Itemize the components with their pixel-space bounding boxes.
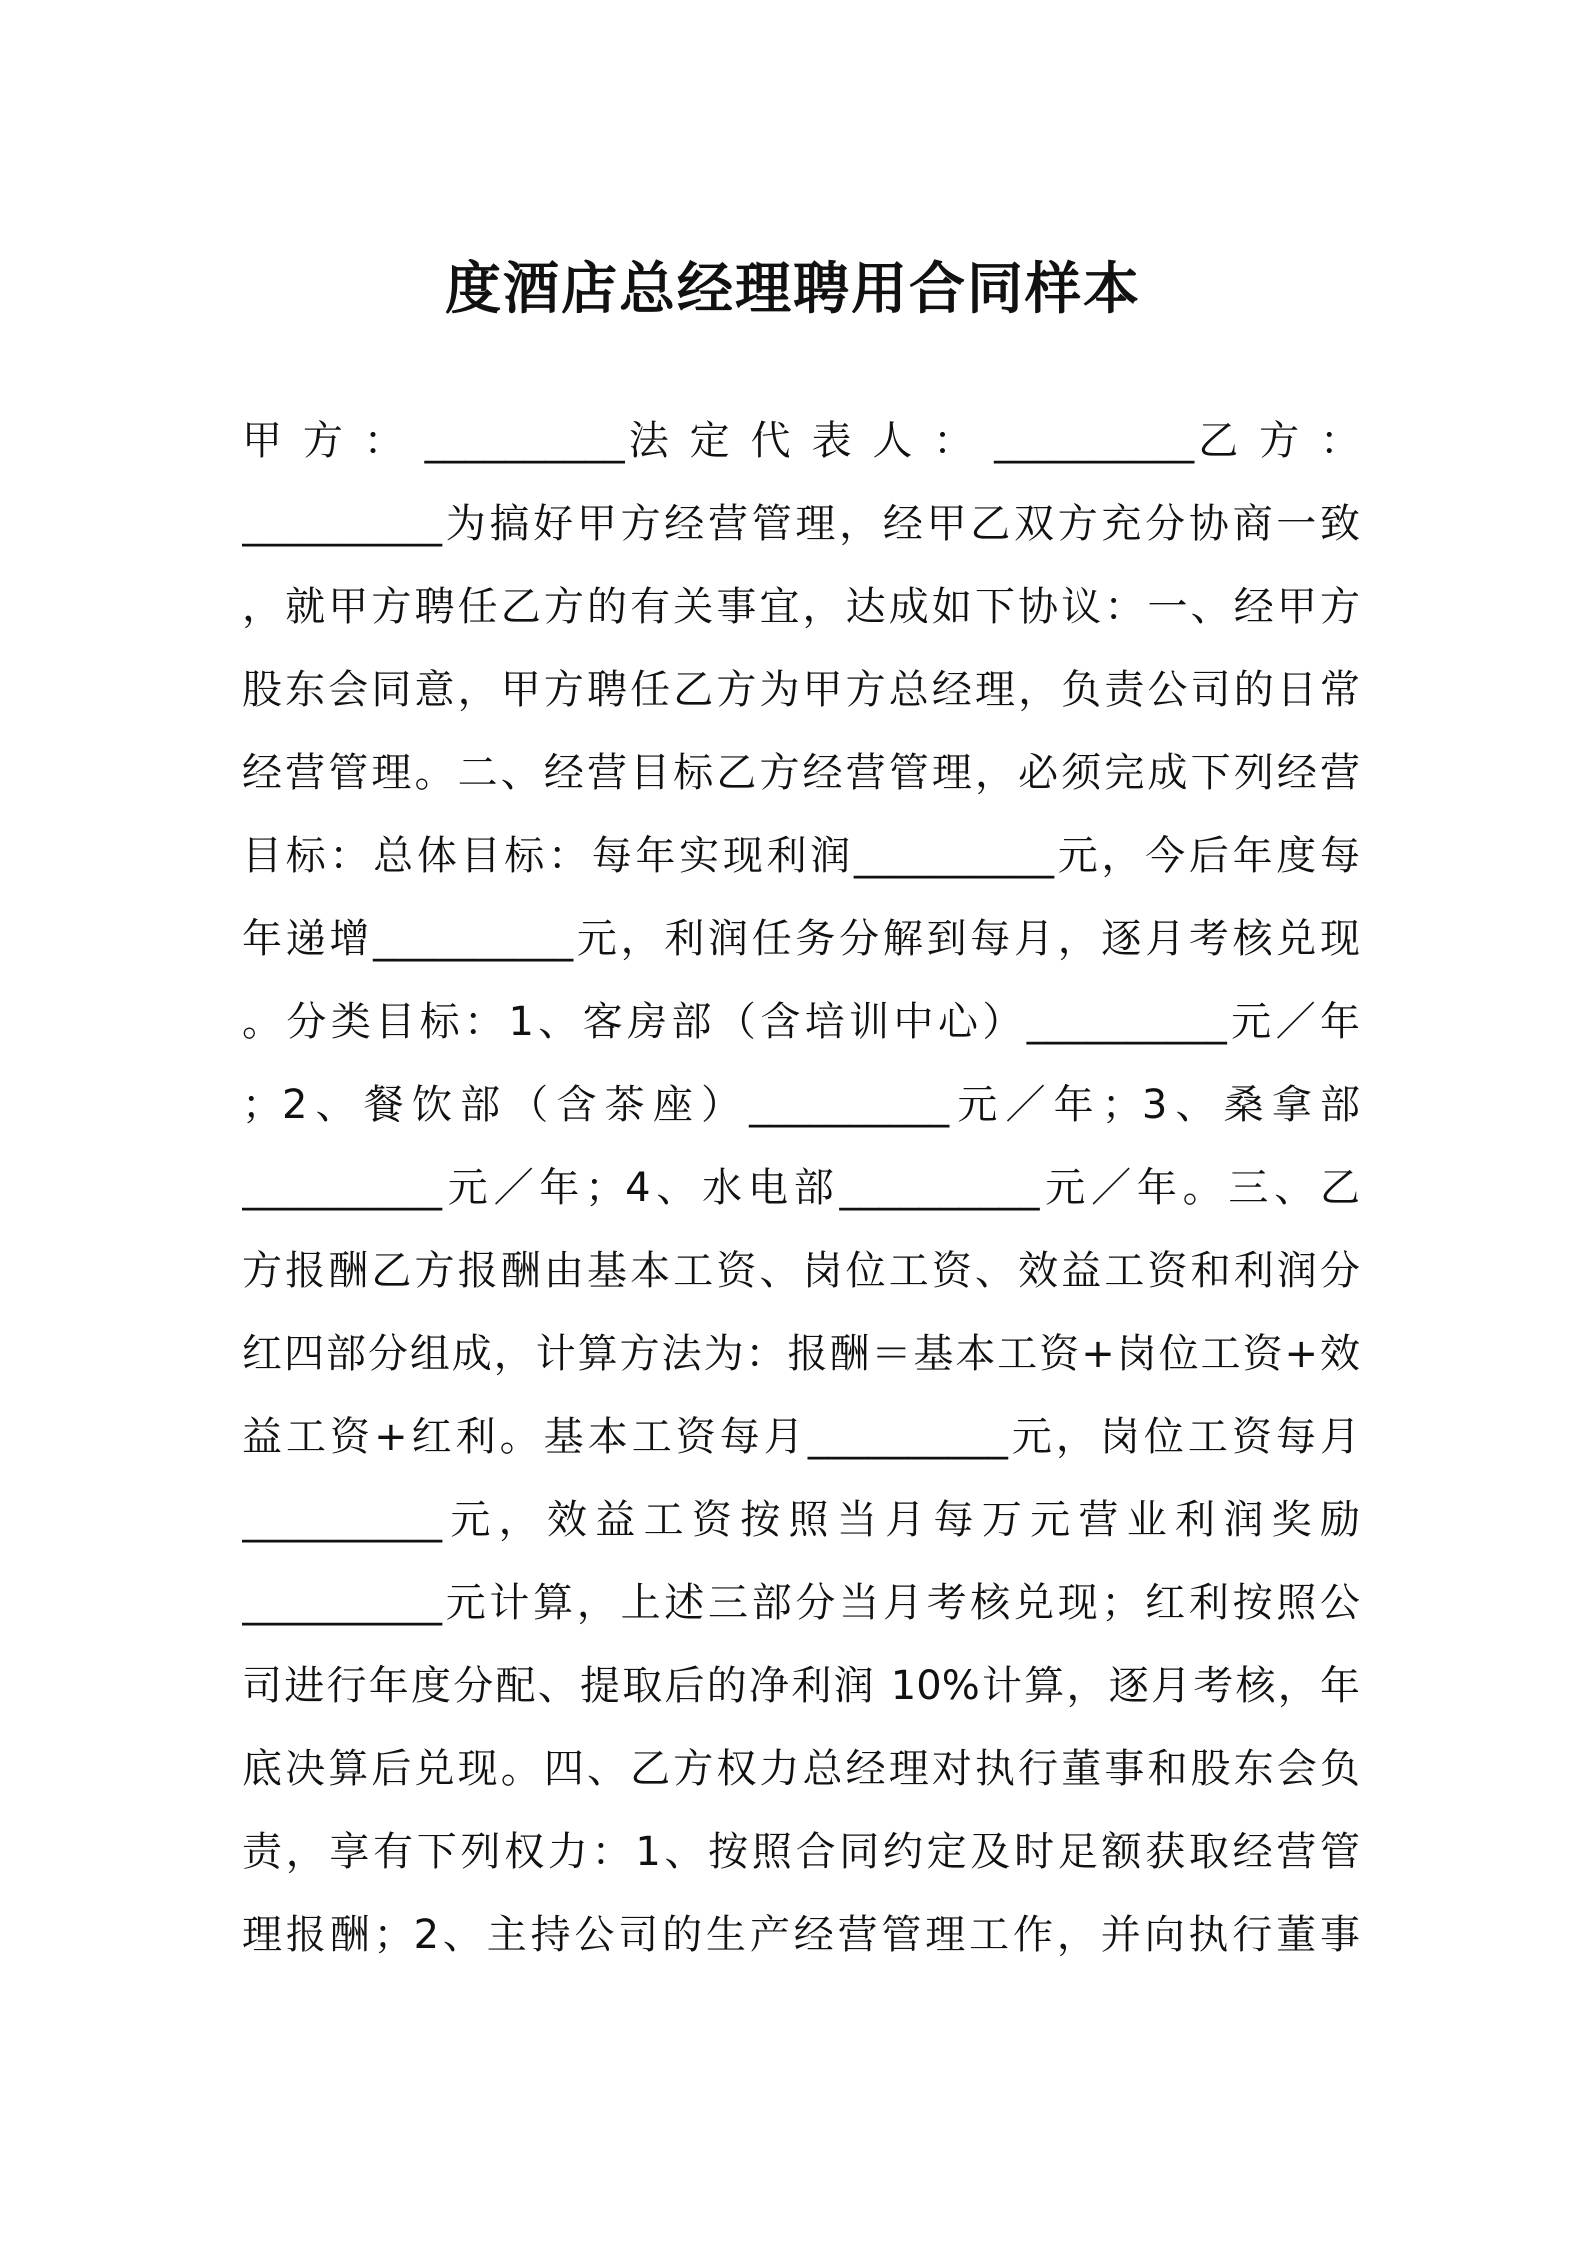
body-line: 年递增__________元，利润任务分解到每月，逐月考核兑现 [242, 916, 1360, 962]
body-line: __________元计算，上述三部分当月考核兑现；红利按照公 [242, 1580, 1360, 1626]
body-line: 理报酬；2、主持公司的生产经营管理工作，并向执行董事 [242, 1912, 1360, 1958]
body-line: __________元／年；4、水电部__________元／年。三、乙 [242, 1165, 1360, 1211]
body-line: 方报酬乙方报酬由基本工资、岗位工资、效益工资和利润分 [242, 1248, 1360, 1294]
body-line: __________为搞好甲方经营管理，经甲乙双方充分协商一致 [242, 501, 1360, 547]
document-body [242, 400, 1360, 1977]
body-line: __________元，效益工资按照当月每万元营业利润奖励 [242, 1497, 1360, 1543]
body-line: 。分类目标：1、客房部（含培训中心）__________元／年 [242, 999, 1360, 1045]
body-line: 股东会同意，甲方聘任乙方为甲方总经理，负责公司的日常 [242, 667, 1360, 713]
body-line: 甲 方 ： __________法 定 代 表 人 ： __________乙 方 ： [242, 418, 1360, 464]
body-line: 经营管理。二、经营目标乙方经营管理，必须完成下列经营 [242, 750, 1360, 796]
body-line: 底决算后兑现。四、乙方权力总经理对执行董事和股东会负 [242, 1746, 1360, 1792]
body-line: ，就甲方聘任乙方的有关事宜，达成如下协议：一、经甲方 [242, 584, 1360, 630]
body-line: 责，享有下列权力：1、按照合同约定及时足额获取经营管 [242, 1829, 1360, 1875]
body-line: ；2、餐饮部（含茶座）__________元／年；3、桑拿部 [242, 1082, 1360, 1128]
body-line: 红四部分组成，计算方法为：报酬＝基本工资+岗位工资+效 [242, 1331, 1360, 1377]
body-line: 益工资+红利。基本工资每月__________元，岗位工资每月 [242, 1414, 1360, 1460]
body-line: 司进行年度分配、提取后的净利润 10%计算，逐月考核，年 [242, 1663, 1360, 1709]
body-line: 目标：总体目标：每年实现利润__________元，今后年度每 [242, 833, 1360, 879]
document-title: 度酒店总经理聘用合同样本 [445, 257, 1141, 322]
